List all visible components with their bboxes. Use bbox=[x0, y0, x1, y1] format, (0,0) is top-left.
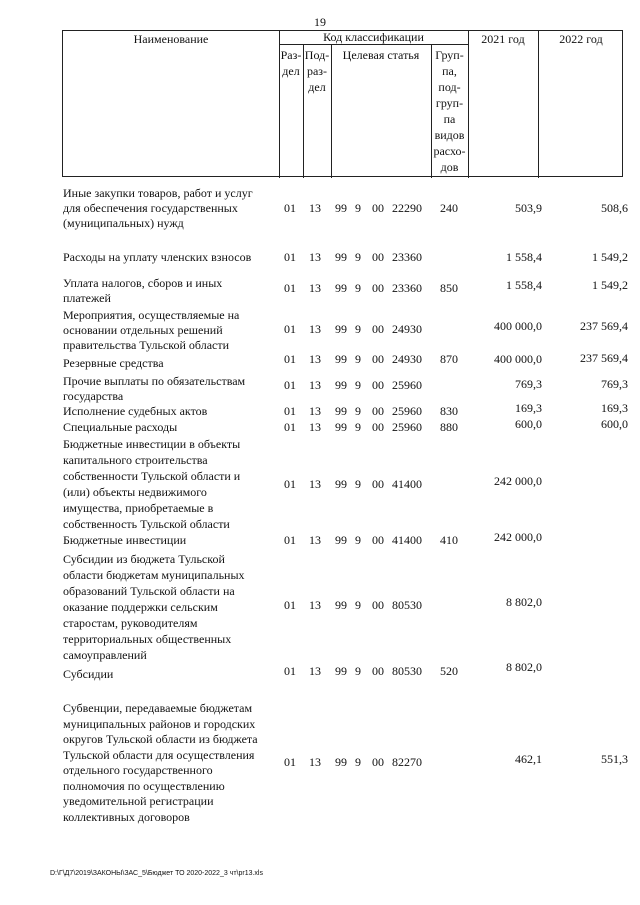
row-vr: 850 bbox=[440, 281, 458, 295]
row-name: Резервные средства bbox=[63, 356, 164, 370]
row-code-d: 24930 bbox=[392, 322, 422, 336]
row-value-2021: 242 000,0 bbox=[494, 474, 542, 488]
row-vr: 520 bbox=[440, 664, 458, 678]
row-code-d: 82270 bbox=[392, 755, 422, 769]
row-code-c: 00 bbox=[372, 322, 384, 336]
row-podrazdel: 13 bbox=[309, 250, 321, 264]
row-code-c: 00 bbox=[372, 533, 384, 547]
row-code-a: 99 bbox=[335, 322, 347, 336]
row-value-2021: 8 802,0 bbox=[506, 595, 542, 609]
row-razdel: 01 bbox=[284, 420, 296, 434]
row-vr: 830 bbox=[440, 404, 458, 418]
row-code-c: 00 bbox=[372, 281, 384, 295]
row-code-a: 99 bbox=[335, 201, 347, 215]
row-value-2022: 1 549,2 bbox=[592, 250, 628, 264]
row-podrazdel: 13 bbox=[309, 533, 321, 547]
row-name: Бюджетные инвестиции в объекты капитального строительства собственности Тульской области и (или) объекты недвижимого имущества, приобретаемые в собственность Тульской области bbox=[63, 437, 241, 531]
row-code-b: 9 bbox=[355, 420, 361, 434]
row-code-d: 24930 bbox=[392, 352, 422, 366]
row-value-2021: 400 000,0 bbox=[494, 319, 542, 333]
row-code-a: 99 bbox=[335, 533, 347, 547]
row-podrazdel: 13 bbox=[309, 477, 321, 491]
row-razdel: 01 bbox=[284, 598, 296, 612]
row-value-2022: 169,3 bbox=[601, 401, 628, 415]
row-value-2021: 169,3 bbox=[515, 401, 542, 415]
row-razdel: 01 bbox=[284, 664, 296, 678]
row-razdel: 01 bbox=[284, 322, 296, 336]
row-value-2021: 769,3 bbox=[515, 377, 542, 391]
row-code-b: 9 bbox=[355, 250, 361, 264]
row-value-2022: 600,0 bbox=[601, 417, 628, 431]
row-razdel: 01 bbox=[284, 281, 296, 295]
row-code-c: 00 bbox=[372, 352, 384, 366]
row-code-a: 99 bbox=[335, 664, 347, 678]
file-path-footer: D:\Г\Д7\2019\ЗАКОНЫ\ЗАС_5\Бюджет ТО 2020-2022_3 чт\pr13.xls bbox=[50, 870, 263, 877]
row-code-b: 9 bbox=[355, 201, 361, 215]
row-code-c: 00 bbox=[372, 664, 384, 678]
row-razdel: 01 bbox=[284, 250, 296, 264]
row-code-b: 9 bbox=[355, 477, 361, 491]
header-section: Раз- дел bbox=[280, 48, 302, 78]
header-year-2022: 2022 год bbox=[559, 32, 603, 46]
row-code-b: 9 bbox=[355, 533, 361, 547]
row-name: Субвенции, передаваемые бюджетам муниципальных районов и городских округов Тульской области из бюджета Тульской области для осуществления отдельного государственного полномочия по осуществлению уведомительной регистрации коллективных договоров bbox=[63, 701, 258, 824]
row-podrazdel: 13 bbox=[309, 404, 321, 418]
page-number: 19 bbox=[314, 15, 326, 29]
row-podrazdel: 13 bbox=[309, 352, 321, 366]
row-code-d: 41400 bbox=[392, 533, 422, 547]
row-podrazdel: 13 bbox=[309, 420, 321, 434]
row-razdel: 01 bbox=[284, 352, 296, 366]
row-code-c: 00 bbox=[372, 598, 384, 612]
row-vr: 410 bbox=[440, 533, 458, 547]
row-value-2021: 242 000,0 bbox=[494, 530, 542, 544]
table-header bbox=[62, 30, 623, 177]
row-value-2022: 237 569,4 bbox=[580, 319, 628, 333]
row-name: Специальные расходы bbox=[63, 420, 178, 434]
row-podrazdel: 13 bbox=[309, 281, 321, 295]
row-vr: 870 bbox=[440, 352, 458, 366]
row-name: Исполнение судебных актов bbox=[63, 404, 208, 418]
row-vr: 880 bbox=[440, 420, 458, 434]
row-code-b: 9 bbox=[355, 404, 361, 418]
row-razdel: 01 bbox=[284, 378, 296, 392]
row-value-2022: 508,6 bbox=[601, 201, 628, 215]
row-code-c: 00 bbox=[372, 404, 384, 418]
row-code-d: 80530 bbox=[392, 664, 422, 678]
row-value-2022: 769,3 bbox=[601, 377, 628, 391]
row-name: Уплата налогов, сборов и иных платежей bbox=[63, 276, 223, 305]
row-code-d: 80530 bbox=[392, 598, 422, 612]
row-razdel: 01 bbox=[284, 404, 296, 418]
row-razdel: 01 bbox=[284, 533, 296, 547]
row-code-b: 9 bbox=[355, 664, 361, 678]
row-code-d: 23360 bbox=[392, 281, 422, 295]
header-group: Груп- па, под- груп- па видов расхо- дов bbox=[433, 48, 466, 174]
row-razdel: 01 bbox=[284, 755, 296, 769]
row-podrazdel: 13 bbox=[309, 664, 321, 678]
row-code-c: 00 bbox=[372, 755, 384, 769]
row-name: Расходы на уплату членских взносов bbox=[63, 250, 252, 264]
row-value-2021: 1 558,4 bbox=[506, 278, 542, 292]
row-code-b: 9 bbox=[355, 281, 361, 295]
header-target: Целевая статья bbox=[342, 48, 420, 62]
header-subsection: Под- раз- дел bbox=[304, 48, 330, 94]
row-code-b: 9 bbox=[355, 378, 361, 392]
row-code-a: 99 bbox=[335, 352, 347, 366]
row-code-a: 99 bbox=[335, 250, 347, 264]
row-value-2021: 462,1 bbox=[515, 752, 542, 766]
row-podrazdel: 13 bbox=[309, 201, 321, 215]
row-code-a: 99 bbox=[335, 404, 347, 418]
header-year-2021: 2021 год bbox=[481, 32, 525, 46]
row-code-d: 25960 bbox=[392, 420, 422, 434]
row-name: Прочие выплаты по обязательствам государства bbox=[63, 374, 246, 403]
row-value-2021: 1 558,4 bbox=[506, 250, 542, 264]
row-code-d: 22290 bbox=[392, 201, 422, 215]
row-podrazdel: 13 bbox=[309, 322, 321, 336]
row-name: Субсидии из бюджета Тульской области бюджетам муниципальных образований Тульской области на оказание поддержки сельским старостам, руководителям территориальных общественных самоуправлений bbox=[63, 552, 245, 662]
row-podrazdel: 13 bbox=[309, 378, 321, 392]
row-value-2022: 1 549,2 bbox=[592, 278, 628, 292]
row-code-c: 00 bbox=[372, 201, 384, 215]
row-code-a: 99 bbox=[335, 755, 347, 769]
row-name: Мероприятия, осуществляемые на основании отдельных решений правительства Тульской области bbox=[63, 308, 240, 352]
row-code-a: 99 bbox=[335, 477, 347, 491]
row-name: Бюджетные инвестиции bbox=[63, 533, 187, 547]
row-code-a: 99 bbox=[335, 420, 347, 434]
row-podrazdel: 13 bbox=[309, 598, 321, 612]
row-value-2022: 237 569,4 bbox=[580, 351, 628, 365]
row-value-2021: 400 000,0 bbox=[494, 352, 542, 366]
row-name: Субсидии bbox=[63, 667, 114, 681]
row-code-d: 25960 bbox=[392, 404, 422, 418]
row-code-b: 9 bbox=[355, 352, 361, 366]
row-name: Иные закупки товаров, работ и услуг для обеспечения государственных (муниципальных) нужд bbox=[63, 186, 253, 230]
row-razdel: 01 bbox=[284, 477, 296, 491]
header-code: Код классификации bbox=[323, 30, 424, 44]
row-podrazdel: 13 bbox=[309, 755, 321, 769]
row-code-c: 00 bbox=[372, 420, 384, 434]
row-code-d: 23360 bbox=[392, 250, 422, 264]
row-code-b: 9 bbox=[355, 322, 361, 336]
row-razdel: 01 bbox=[284, 201, 296, 215]
row-code-a: 99 bbox=[335, 281, 347, 295]
row-code-d: 41400 bbox=[392, 477, 422, 491]
row-value-2021: 8 802,0 bbox=[506, 660, 542, 674]
row-vr: 240 bbox=[440, 201, 458, 215]
header-name: Наименование bbox=[133, 32, 209, 46]
row-value-2021: 503,9 bbox=[515, 201, 542, 215]
row-code-c: 00 bbox=[372, 477, 384, 491]
row-code-d: 25960 bbox=[392, 378, 422, 392]
row-value-2022: 551,3 bbox=[601, 752, 628, 766]
row-code-b: 9 bbox=[355, 755, 361, 769]
row-code-c: 00 bbox=[372, 378, 384, 392]
row-code-b: 9 bbox=[355, 598, 361, 612]
row-code-a: 99 bbox=[335, 378, 347, 392]
row-code-a: 99 bbox=[335, 598, 347, 612]
row-value-2021: 600,0 bbox=[515, 417, 542, 431]
row-code-c: 00 bbox=[372, 250, 384, 264]
